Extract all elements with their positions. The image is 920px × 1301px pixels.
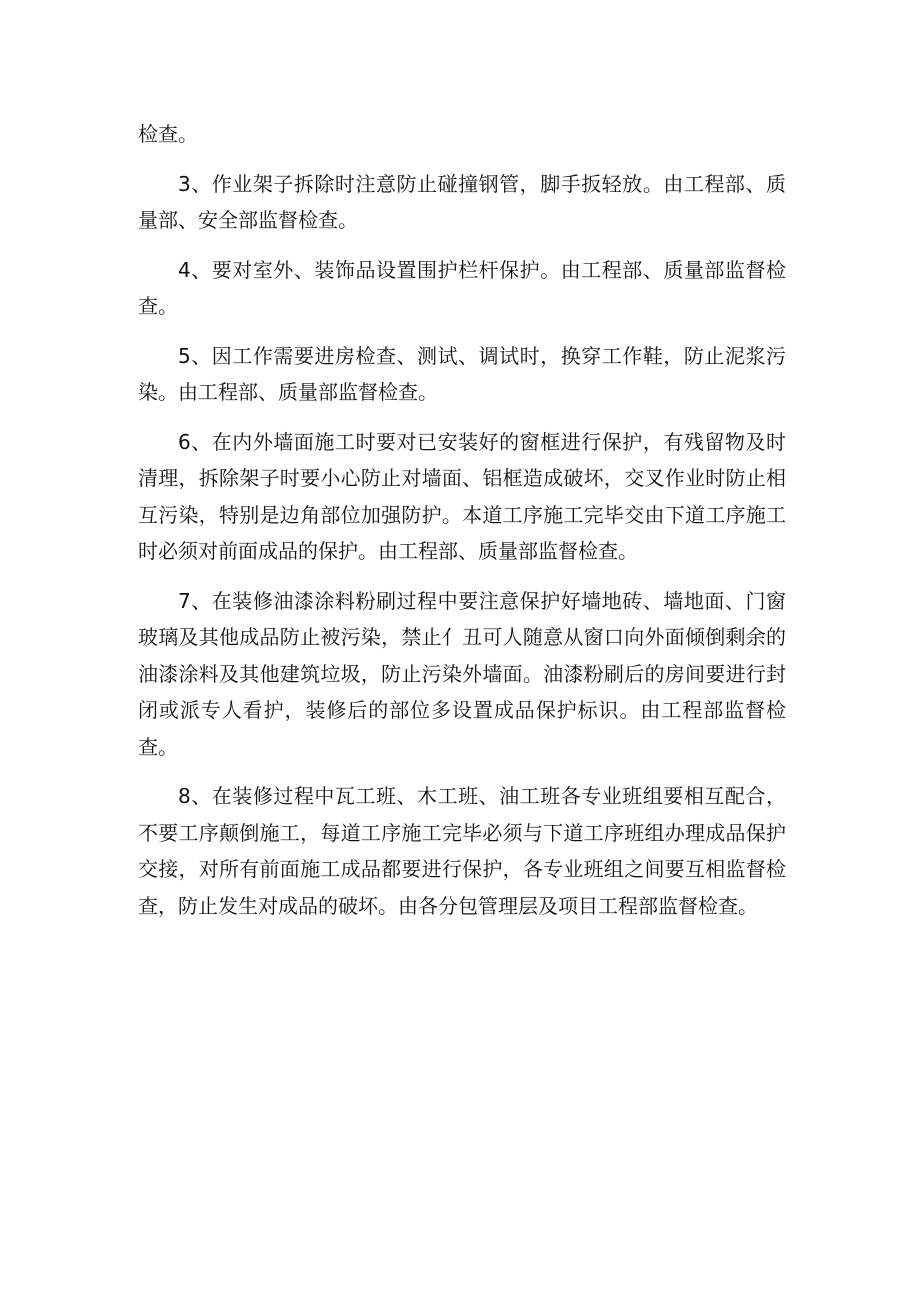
paragraph-continuation: 检查。	[138, 122, 198, 146]
paragraph-item-8: 8、在装修过程中瓦工班、木工班、油工班各专业班组要相互配合，不要工序颠倒施工，每道工序施工完毕必须与下道工序班组办理成品保护交接，对所有前面施工成品都要进行保护，各专业班组之间要互相监督检查，防止发生对成品的破坏。由各分包管理层及项目工程部监督检查。	[138, 784, 786, 918]
paragraph-item-4: 4、要对室外、装饰品设置围护栏杆保护。由工程部、质量部监督检查。	[138, 257, 786, 318]
paragraph-item-7: 7、在装修油漆涂料粉刷过程中要注意保护好墙地砖、墙地面、门窗玻璃及其他成品防止被污染，禁止亻丑可人随意从窗口向外面倾倒剩余的油漆涂料及其他建筑垃圾，防止污染外墙面。油漆粉刷后的房间要进行封闭或派专人看护，装修后的部位多设置成品保护标识。由工程部监督检查。	[138, 588, 786, 759]
paragraph-item-3: 3、作业架子拆除时注意防止碰撞钢管，脚手扳轻放。由工程部、质量部、安全部监督检查。	[138, 171, 786, 232]
document-body	[138, 116, 786, 937]
paragraph-item-5: 5、因工作需要进房检查、测试、调试时，换穿工作鞋，防止泥浆污染。由工程部、质量部监督检查。	[138, 343, 786, 404]
paragraph-item-6: 6、在内外墙面施工时要对已安装好的窗框进行保护，有残留物及时清理，拆除架子时要小心防止对墙面、铝框造成破坏，交叉作业时防止相互污染，特别是边角部位加强防护。本道工序施工完毕交由下道工序施工时必须对前面成品的保护。由工程部、质量部监督检查。	[138, 429, 786, 563]
